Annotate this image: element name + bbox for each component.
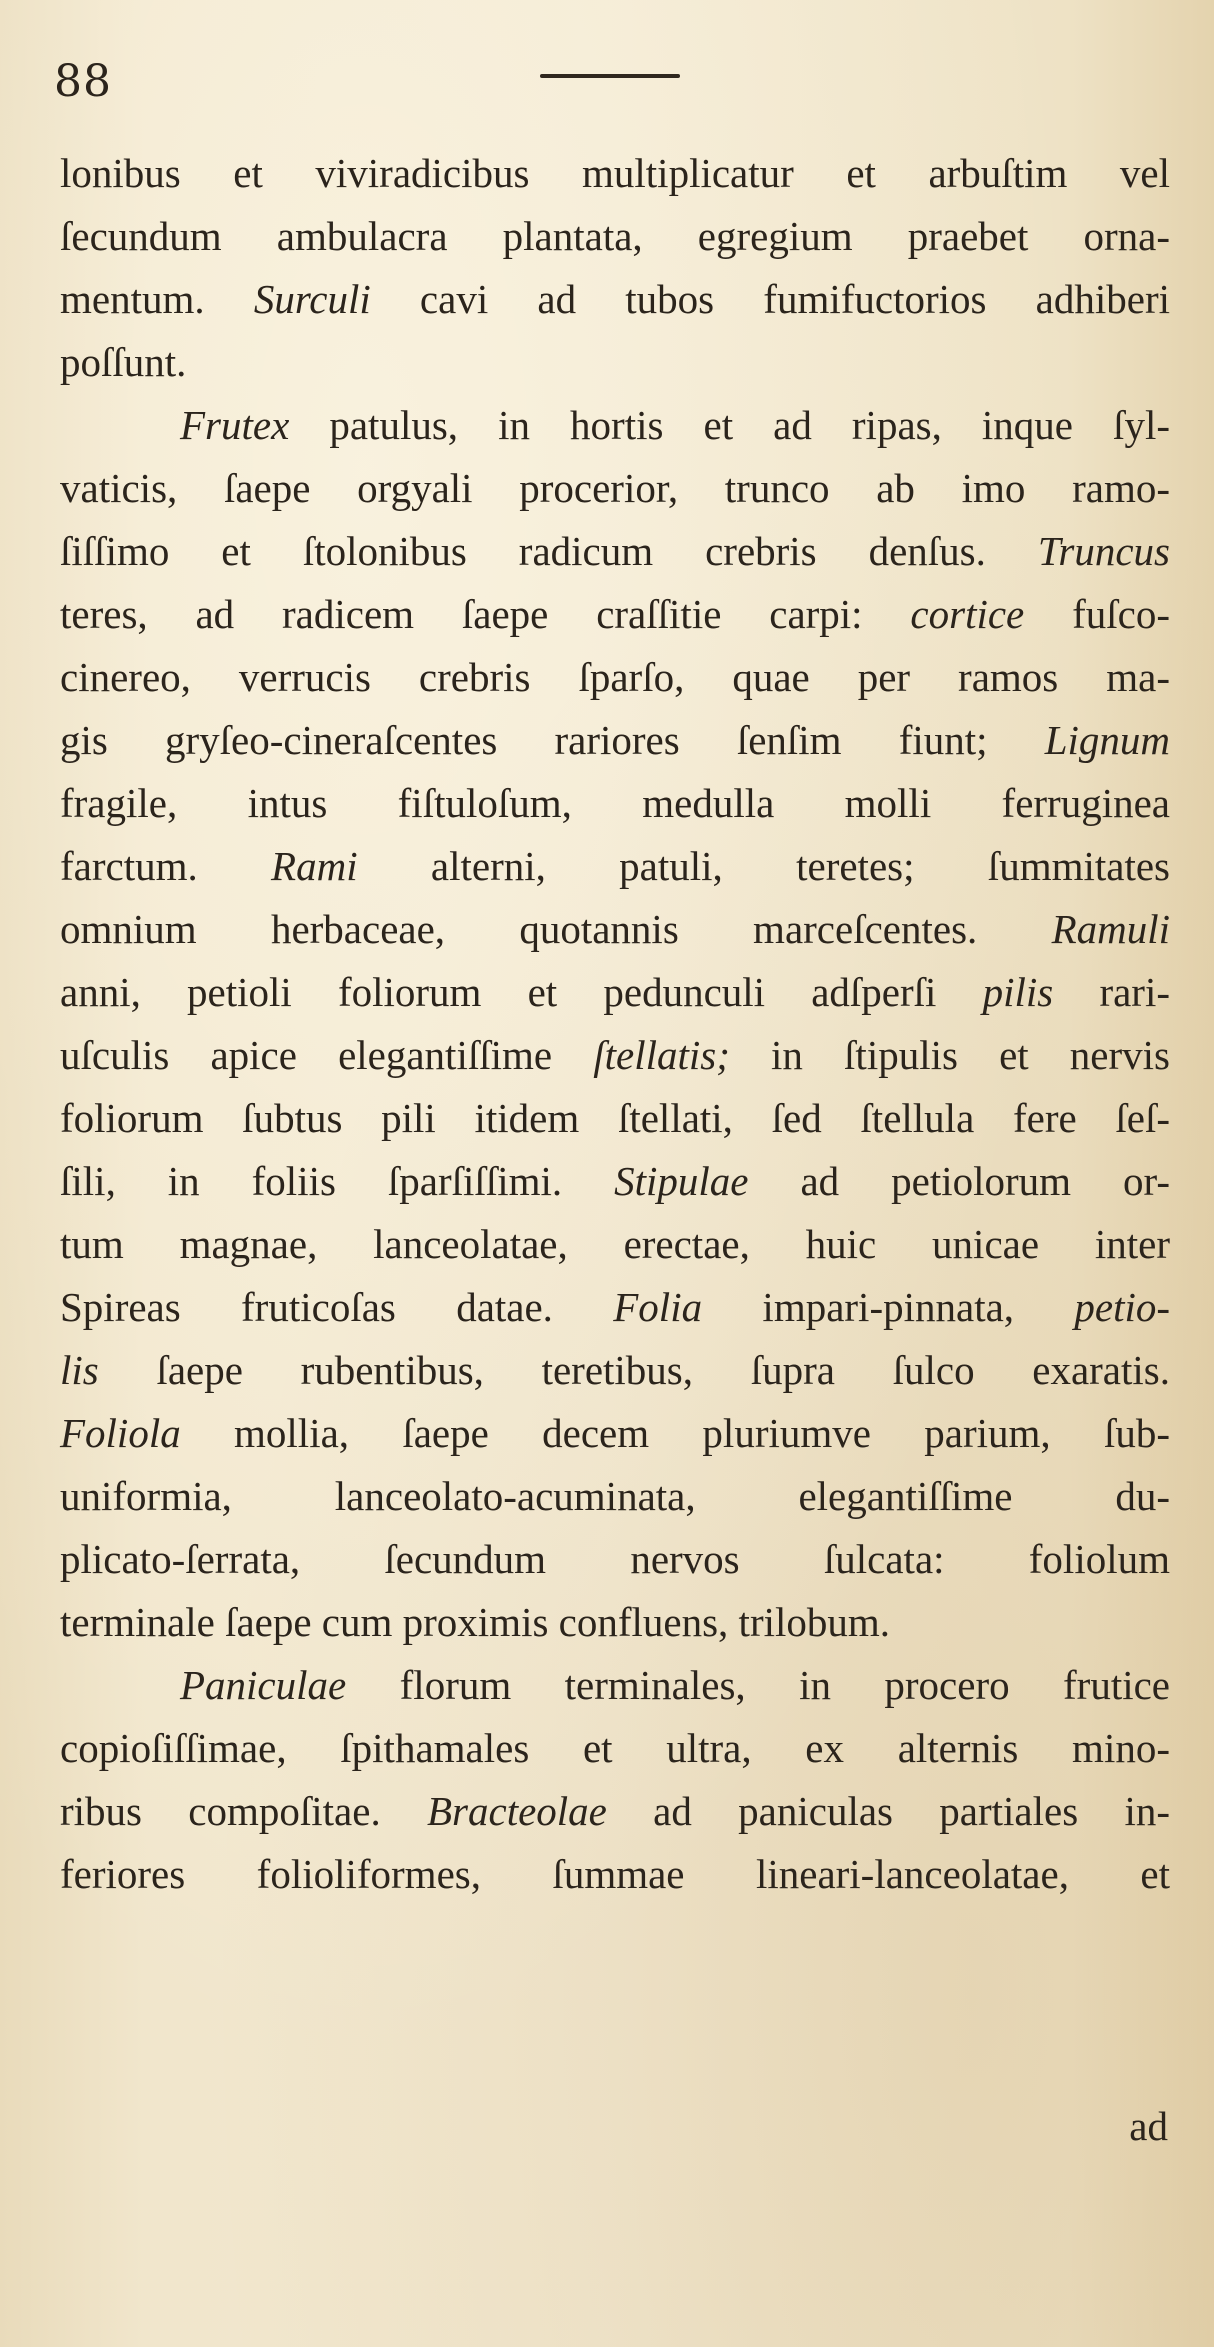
text-line	[60, 961, 1170, 1024]
text-segment: plicato-ſerrata, ſecundum nervos ſulcata: foliolum	[60, 1536, 1170, 1582]
text-line	[60, 583, 1170, 646]
text-line	[60, 457, 1170, 520]
text-line	[60, 898, 1170, 961]
italic-term: lis	[60, 1347, 99, 1393]
text-line	[60, 331, 1170, 394]
text-segment: feriores folioliformes, ſummae lineari-lanceolatae, et	[60, 1851, 1170, 1897]
italic-term: cortice	[910, 591, 1025, 637]
text-line	[60, 205, 1170, 268]
text-segment: cavi ad tubos fumifuctorios adhiberi	[370, 276, 1170, 322]
text-segment: foliorum ſubtus pili itidem ſtellati, ſed ſtellula fere ſeſ-	[60, 1095, 1170, 1141]
text-segment: Spireas fruticoſas datae.	[60, 1284, 614, 1330]
text-segment: in ſtipulis et nervis	[729, 1032, 1170, 1078]
text-line	[60, 772, 1170, 835]
italic-term: Frutex	[180, 402, 290, 448]
text-segment: omnium herbaceae, quotannis marceſcentes.	[60, 906, 1052, 952]
text-segment: tum magnae, lanceolatae, erectae, huic unicae inter	[60, 1221, 1170, 1267]
text-line	[60, 709, 1170, 772]
text-segment: gis gryſeo-cineraſcentes rariores ſenſim fiunt;	[60, 717, 1045, 763]
text-line	[60, 1402, 1170, 1465]
text-segment: impari-pinnata,	[702, 1284, 1075, 1330]
text-segment: florum terminales, in procero frutice	[346, 1662, 1170, 1708]
body-text	[60, 142, 1170, 1906]
text-line	[60, 1339, 1170, 1402]
text-line	[60, 268, 1170, 331]
text-segment: fuſco-	[1024, 591, 1170, 637]
italic-term: pilis	[982, 969, 1054, 1015]
italic-term: Folia	[613, 1284, 703, 1330]
text-line	[60, 1780, 1170, 1843]
text-line	[60, 1087, 1170, 1150]
italic-term: Surculi	[253, 276, 371, 322]
text-segment: terminale ſaepe cum proximis confluens, trilobum.	[60, 1599, 891, 1645]
text-line	[60, 1465, 1170, 1528]
text-segment: copioſiſſimae, ſpithamales et ultra, ex alternis mino-	[60, 1725, 1170, 1771]
text-line	[60, 142, 1170, 205]
text-segment: mentum.	[60, 276, 254, 322]
text-line	[60, 1150, 1170, 1213]
text-line	[60, 646, 1170, 709]
italic-term: Rami	[271, 843, 358, 889]
italic-term: Lignum	[1044, 717, 1170, 763]
italic-term: Bracteolae	[427, 1788, 607, 1834]
italic-term: Ramuli	[1051, 906, 1170, 952]
header-rule	[540, 74, 680, 78]
text-segment: ſili, in foliis ſparſiſſimi.	[60, 1158, 615, 1204]
text-line	[60, 1024, 1170, 1087]
catchword: ad	[1129, 2103, 1168, 2149]
italic-term: Paniculae	[180, 1662, 347, 1708]
text-segment: poſſunt.	[60, 339, 187, 385]
text-segment: ſaepe rubentibus, teretibus, ſupra ſulco exaratis.	[98, 1347, 1170, 1393]
text-segment: mollia, ſaepe decem pluriumve parium, ſub-	[180, 1410, 1170, 1456]
text-segment: ſiſſimo et ſtolonibus radicum crebris denſus.	[60, 528, 1038, 574]
italic-term: Foliola	[60, 1410, 181, 1456]
text-segment: rari-	[1053, 969, 1170, 1015]
text-line	[60, 1843, 1170, 1906]
italic-term: Truncus	[1037, 528, 1170, 574]
italic-term: ſtellatis;	[593, 1032, 730, 1078]
text-line	[60, 1213, 1170, 1276]
text-segment: farctum.	[60, 843, 272, 889]
text-line	[60, 394, 1170, 457]
text-segment: uniformia, lanceolato-acuminata, elegantiſſime du-	[60, 1473, 1170, 1519]
text-line	[60, 1528, 1170, 1591]
text-segment: anni, petioli foliorum et pedunculi adſperſi	[60, 969, 983, 1015]
text-segment: lonibus et viviradicibus multiplicatur et arbuſtim vel	[60, 150, 1170, 196]
text-segment: ad petiolorum or-	[748, 1158, 1170, 1204]
text-line	[60, 1654, 1170, 1717]
text-line	[60, 520, 1170, 583]
text-segment: vaticis, ſaepe orgyali procerior, trunco ab imo ramo-	[60, 465, 1170, 511]
text-segment: ribus compoſitae.	[60, 1788, 427, 1834]
text-segment: teres, ad radicem ſaepe craſſitie carpi:	[60, 591, 911, 637]
text-line	[60, 1591, 1170, 1654]
text-segment: fragile, intus fiſtuloſum, medulla molli ferruginea	[60, 780, 1170, 826]
text-segment: ad paniculas partiales in-	[606, 1788, 1170, 1834]
italic-term: Stipulae	[614, 1158, 749, 1204]
text-line	[60, 835, 1170, 898]
text-line	[60, 1717, 1170, 1780]
text-segment: patulus, in hortis et ad ripas, inque ſyl-	[289, 402, 1170, 448]
text-segment: uſculis apice elegantiſſime	[60, 1032, 594, 1078]
text-segment: alterni, patuli, teretes; ſummitates	[357, 843, 1170, 889]
page-number: 88	[54, 56, 112, 107]
text-segment: cinereo, verrucis crebris ſparſo, quae per ramos ma-	[60, 654, 1170, 700]
italic-term: petio-	[1074, 1284, 1171, 1330]
text-segment: ſecundum ambulacra plantata, egregium praebet orna-	[60, 213, 1170, 259]
text-line	[60, 1276, 1170, 1339]
